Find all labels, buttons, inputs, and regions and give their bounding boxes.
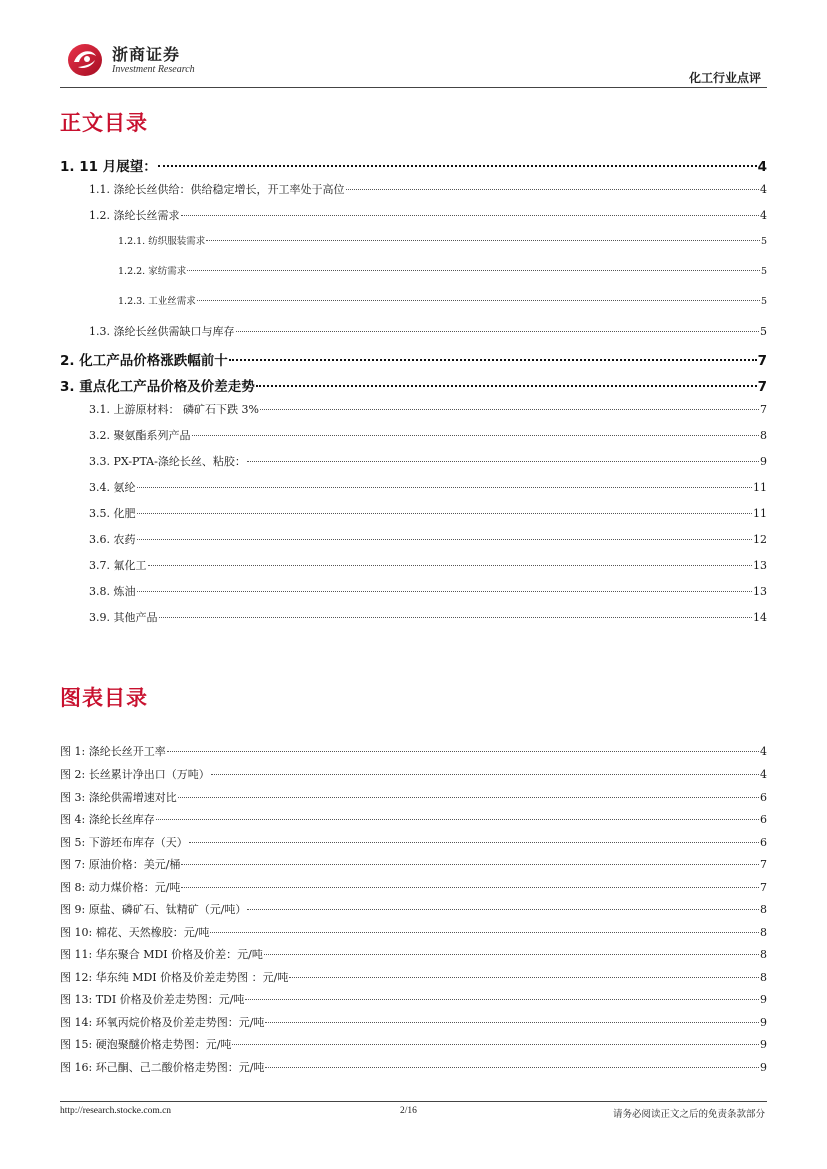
figure-entry-label: 图 3: 涤纶供需增速对比 <box>60 791 177 804</box>
leader-dots <box>137 486 753 488</box>
figure-entry-label: 图 8: 动力煤价格：元/吨 <box>60 881 181 894</box>
leader-dots <box>137 538 753 540</box>
figures-title: 图表目录 <box>60 686 148 710</box>
toc-entry-label: 1. 11 月展望： <box>60 159 157 175</box>
figure-entry[interactable] <box>60 1036 767 1052</box>
figure-entry[interactable] <box>60 901 767 917</box>
leader-dots <box>192 434 760 436</box>
figure-entry-label: 图 9: 原盐、磷矿石、钛精矿（元/吨） <box>60 903 247 916</box>
toc-entry-label: 3.3. PX-PTA-涤纶长丝、粘胶： <box>89 455 246 468</box>
logo <box>66 40 196 82</box>
figure-entry-label: 图 5: 下游坯布库存（天） <box>60 836 188 849</box>
leader-dots <box>178 796 759 798</box>
figure-entry[interactable] <box>60 1014 767 1030</box>
toc-entry-1-3[interactable] <box>60 323 767 339</box>
logo-cn-text: 浙商证券 <box>112 45 181 64</box>
leader-dots <box>265 1021 759 1023</box>
figure-entry-page: 6 <box>760 813 767 826</box>
toc-entry-3-1[interactable] <box>60 401 767 417</box>
leader-dots <box>189 841 759 843</box>
toc-entry-3-6[interactable] <box>60 531 767 547</box>
toc-entry-page: 4 <box>760 183 767 196</box>
figure-entry-label: 图 15: 硬泡聚醚价格走势图：元/吨 <box>60 1038 232 1051</box>
toc-entry-page: 11 <box>753 507 767 520</box>
toc-entry-3-2[interactable] <box>60 427 767 443</box>
toc-entry-label: 1.2.2. 家纺需求 <box>118 266 187 277</box>
leader-dots <box>289 976 759 978</box>
figure-entry-page: 4 <box>760 768 767 781</box>
leader-dots <box>181 214 760 216</box>
toc-entry-3-7[interactable] <box>60 557 767 573</box>
toc-entry-label: 3.8. 炼油 <box>89 585 136 598</box>
toc-entry-3-3[interactable] <box>60 453 767 469</box>
toc-entry-3-8[interactable] <box>60 583 767 599</box>
toc-entry-label: 3.2. 聚氨酯系列产品 <box>89 429 191 442</box>
toc-entry-2[interactable] <box>60 349 767 369</box>
figure-entry[interactable] <box>60 1059 767 1075</box>
leader-dots <box>260 408 759 410</box>
toc-entry-label: 3.5. 化肥 <box>89 507 136 520</box>
toc-entry-page: 9 <box>760 455 767 468</box>
toc-entry-page: 5 <box>760 325 767 338</box>
figure-entry[interactable] <box>60 743 767 759</box>
figure-entry-label: 图 11: 华东聚合 MDI 价格及价差：元/吨 <box>60 948 263 961</box>
logo-en-text: Investment Research <box>112 64 195 75</box>
leader-dots <box>264 953 759 955</box>
figure-entry-page: 9 <box>760 1038 767 1051</box>
toc-entry-1-2-3[interactable] <box>60 293 767 309</box>
toc-entry-1-2-1[interactable] <box>60 233 767 249</box>
toc-entry-page: 12 <box>753 533 767 546</box>
leader-dots <box>210 931 759 933</box>
leader-dots <box>137 590 753 592</box>
figure-entry[interactable] <box>60 946 767 962</box>
figure-entry-label: 图 2: 长丝累计净出口（万吨） <box>60 768 210 781</box>
figure-entry-label: 图 1: 涤纶长丝开工率 <box>60 745 166 758</box>
leader-dots <box>245 998 759 1000</box>
figure-entry-label: 图 13: TDI 价格及价差走势图：元/吨 <box>60 993 245 1006</box>
leader-dots <box>265 1066 759 1068</box>
figure-entry[interactable] <box>60 834 767 850</box>
toc-entry-page: 7 <box>757 379 767 395</box>
leader-dots <box>232 1043 759 1045</box>
toc-entry-page: 13 <box>753 559 767 572</box>
leader-dots <box>247 908 759 910</box>
toc-title: 正文目录 <box>60 111 148 135</box>
leader-dots <box>148 564 753 566</box>
figure-entry-page: 8 <box>760 903 767 916</box>
figure-entry[interactable] <box>60 969 767 985</box>
leader-dots <box>206 239 760 241</box>
footer-disclaimer: 请务必阅读正文之后的免责条款部分 <box>612 1109 765 1120</box>
toc-entry-page: 4 <box>757 159 767 175</box>
figure-entry-page: 8 <box>760 971 767 984</box>
toc-entry-page: 4 <box>760 209 767 222</box>
toc-entry-label: 3.1. 上游原材料： 磷矿石下跌 3% <box>89 403 259 416</box>
leader-dots <box>346 188 760 190</box>
toc-entry-page: 14 <box>753 611 767 624</box>
toc-entry-1-2[interactable] <box>60 207 767 223</box>
leader-dots <box>211 773 759 775</box>
toc-entry-page: 5 <box>760 266 767 277</box>
toc-entry-page: 13 <box>753 585 767 598</box>
toc-entry-1[interactable] <box>60 155 767 175</box>
figure-entry[interactable] <box>60 991 767 1007</box>
toc-entry-page: 7 <box>760 403 767 416</box>
figure-entry[interactable] <box>60 856 767 872</box>
figure-entry[interactable] <box>60 789 767 805</box>
figure-entry[interactable] <box>60 879 767 895</box>
leader-dots <box>229 358 757 361</box>
leader-dots <box>187 269 760 271</box>
leader-dots <box>159 616 753 618</box>
leader-dots <box>137 512 753 514</box>
figure-entry-page: 4 <box>760 745 767 758</box>
figure-entry-page: 7 <box>760 858 767 871</box>
toc-entry-label: 3.6. 农药 <box>89 533 136 546</box>
leader-dots <box>181 886 759 888</box>
figure-entry-page: 8 <box>760 926 767 939</box>
leader-dots <box>158 164 757 167</box>
figure-entry[interactable] <box>60 811 767 827</box>
footer-divider <box>60 1101 767 1102</box>
leader-dots <box>156 818 759 820</box>
figure-entry[interactable] <box>60 924 767 940</box>
toc-entry-page: 7 <box>757 353 767 369</box>
figure-entry-label: 图 16: 环己酮、己二酸价格走势图：元/吨 <box>60 1061 265 1074</box>
toc-entry-label: 3.9. 其他产品 <box>89 611 158 624</box>
toc-entry-label: 1.3. 涤纶长丝供需缺口与库存 <box>89 325 235 338</box>
logo-mark-icon <box>66 40 104 78</box>
figure-entry-page: 9 <box>760 993 767 1006</box>
figure-entry-page: 8 <box>760 948 767 961</box>
toc-entry-1-1[interactable] <box>60 181 767 197</box>
leader-dots <box>167 750 759 752</box>
figure-entry-page: 6 <box>760 836 767 849</box>
figure-entry-page: 7 <box>760 881 767 894</box>
footer-url[interactable]: http://research.stocke.com.cn <box>60 1106 172 1116</box>
toc-entry-1-2-2[interactable] <box>60 263 767 279</box>
figure-entry-label: 图 14: 环氧丙烷价格及价差走势图：元/吨 <box>60 1016 265 1029</box>
leader-dots <box>236 330 760 332</box>
toc-entry-page: 5 <box>760 296 767 307</box>
leader-dots <box>256 384 757 387</box>
leader-dots <box>247 460 759 462</box>
toc-entry-label: 1.2.3. 工业丝需求 <box>118 296 196 307</box>
toc-entry-3[interactable] <box>60 375 767 395</box>
toc-entry-label: 1.1. 涤纶长丝供给：供给稳定增长，开工率处于高位 <box>89 183 345 196</box>
leader-dots <box>181 863 759 865</box>
toc-entry-3-9[interactable] <box>60 609 767 625</box>
toc-entry-page: 11 <box>753 481 767 494</box>
figure-entry-page: 9 <box>760 1061 767 1074</box>
figure-entry-label: 图 4: 涤纶长丝库存 <box>60 813 155 826</box>
figure-entry-label: 图 10: 棉花、天然橡胶：元/吨 <box>60 926 210 939</box>
toc-entry-label: 1.2.1. 纺织服装需求 <box>118 236 206 247</box>
toc-entry-label: 3. 重点化工产品价格及价差走势 <box>60 379 255 395</box>
toc-entry-3-5[interactable] <box>60 505 767 521</box>
report-type: 化工行业点评 <box>688 71 761 85</box>
toc-entry-3-4[interactable] <box>60 479 767 495</box>
figure-entry-label: 图 12: 华东纯 MDI 价格及价差走势图 ：元/吨 <box>60 971 289 984</box>
leader-dots <box>197 299 760 301</box>
toc-entry-page: 5 <box>760 236 767 247</box>
toc-entry-label: 1.2. 涤纶长丝需求 <box>89 209 180 222</box>
footer-page-number: 2/16 <box>400 1106 417 1116</box>
figure-entry-page: 6 <box>760 791 767 804</box>
toc-entry-label: 3.4. 氨纶 <box>89 481 136 494</box>
figure-entry-label: 图 7: 原油价格：美元/桶 <box>60 858 181 871</box>
toc-entry-label: 2. 化工产品价格涨跌幅前十 <box>60 353 228 369</box>
header-divider <box>60 87 767 88</box>
toc-entry-label: 3.7. 氟化工 <box>89 559 147 572</box>
figure-entry[interactable] <box>60 766 767 782</box>
toc-entry-page: 8 <box>760 429 767 442</box>
figure-entry-page: 9 <box>760 1016 767 1029</box>
